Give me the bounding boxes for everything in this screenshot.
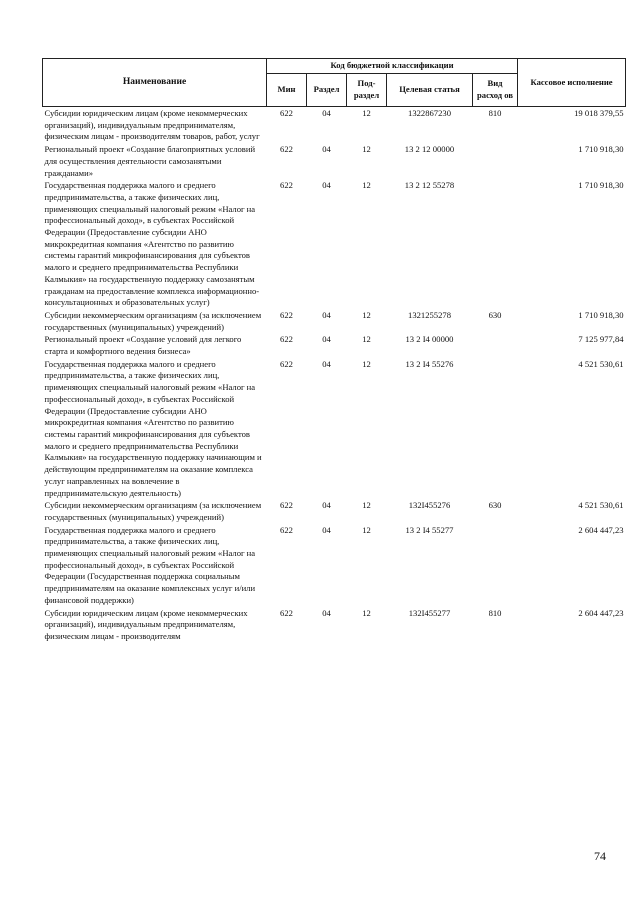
header-amount: Кассовое исполнение: [518, 59, 626, 107]
table-row: [43, 143, 626, 179]
header-vid: Вид расход ов: [473, 74, 518, 107]
header-target: Целевая статья: [387, 74, 473, 107]
row-razdel: 04: [322, 144, 331, 155]
table-row: [43, 499, 626, 523]
row-amount: 2 604 447,23: [578, 524, 624, 535]
row-target: 1321255278: [408, 309, 451, 320]
table-row: [43, 309, 626, 333]
row-name: Субсидии некоммерческим организациям (за исключением государственных (муниципальных) учреждений): [44, 500, 262, 522]
row-razdel: 04: [322, 358, 331, 369]
row-podrazdel: 12: [362, 500, 371, 511]
row-podrazdel: 12: [362, 358, 371, 369]
budget-table: [42, 58, 626, 643]
header-kbk-group: Код бюджетной классификации: [267, 59, 518, 74]
row-name: Государственная поддержка малого и среднего предпринимательства, а также физических лиц, применяющих специальный налоговый режим «Налог на профессиональный доход», в субъектах Российской Федерации (Предоставление субсидии АНО микрокредитная компания «Агентство по развитию системы гарантий микрофинансирования для субъектов малого и среднего предпринимательства Республики Калмыкия» на государственную поддержку самозанятым гражданам на предоставление комплекса информационно-консультационных и образовательных услуг): [44, 180, 260, 308]
row-amount: 1 710 918,30: [578, 180, 624, 191]
row-min: 622: [280, 607, 293, 618]
row-vid: 810: [488, 607, 502, 618]
row-target: 13 2 I4 00000: [405, 334, 454, 345]
row-razdel: 04: [322, 524, 331, 535]
table-header: [43, 59, 626, 107]
table-row: [43, 333, 626, 357]
row-razdel: 04: [322, 334, 331, 345]
row-razdel: 04: [322, 309, 331, 320]
row-podrazdel: 12: [362, 334, 371, 345]
row-vid: [473, 524, 518, 607]
row-vid: [473, 143, 518, 179]
row-vid: [473, 358, 518, 499]
row-vid: [473, 333, 518, 357]
row-min: 622: [280, 144, 293, 155]
row-podrazdel: 12: [362, 108, 371, 118]
row-target: 13 2 12 55278: [404, 180, 455, 191]
row-target: 132I455277: [408, 607, 451, 618]
budget-table-container: [42, 58, 625, 643]
row-min: 622: [280, 358, 293, 369]
row-name: Субсидии некоммерческим организациям (за исключением государственных (муниципальных) учреждений): [44, 309, 262, 332]
row-name: Государственная поддержка малого и среднего предпринимательства, а также физических лиц, применяющих специальный налоговый режим «Налог на профессиональный доход», в субъектах Российской Федерации (Предоставление субсидии АНО микрокредитная компания «Агентство по развитию системы гарантий микрофинансирования для субъектов малого и среднего предпринимательства Республики Калмыкия» на государственную поддержку начинающим и действующим предпринимателям на оказание комплекса услуг направленных на вовлечение в предпринимательскую деятельность): [44, 358, 262, 498]
row-target: 13 2 I4 55276: [405, 358, 454, 369]
row-razdel: 04: [322, 607, 331, 618]
row-name: Субсидии юридическим лицам (кроме некоммерческих организаций), индивидуальным предпринимателям, физическим лицам - производителям товаров, работ, услуг: [44, 108, 260, 142]
table-row: [43, 607, 626, 643]
header-podrazdel: Под-раздел: [347, 74, 387, 107]
table-row: [43, 107, 626, 144]
row-amount: 7 125 977,84: [578, 334, 624, 345]
table-row: [43, 179, 626, 309]
header-min: Мин: [267, 74, 307, 107]
row-name: Субсидии юридическим лицам (кроме некоммерческих организаций), индивидуальным предпринимателям, физическим лицам - производителям: [44, 607, 248, 641]
header-razdel: Раздел: [307, 74, 347, 107]
row-razdel: 04: [322, 180, 331, 191]
row-vid: 810: [488, 108, 502, 118]
row-target: 132I455276: [408, 500, 451, 511]
row-podrazdel: 12: [362, 524, 371, 535]
row-amount: 19 018 379,55: [574, 108, 624, 118]
row-name: Региональный проект «Создание условий для легкого старта и комфортного ведения бизнеса»: [44, 334, 242, 357]
row-razdel: 04: [322, 500, 331, 511]
row-podrazdel: 12: [362, 180, 371, 191]
row-vid: 630: [488, 500, 502, 511]
row-podrazdel: 12: [362, 144, 371, 155]
row-min: 622: [280, 180, 293, 191]
row-razdel: 04: [322, 108, 331, 118]
row-target: 1322867230: [408, 108, 451, 118]
table-row: [43, 358, 626, 499]
row-min: 622: [280, 309, 293, 320]
row-vid: 630: [488, 309, 502, 320]
header-name: Наименование: [43, 59, 267, 107]
table-row: [43, 524, 626, 607]
row-amount: 1 710 918,30: [578, 309, 624, 320]
table-body: [43, 107, 626, 643]
row-amount: 2 604 447,23: [578, 607, 624, 618]
row-amount: 1 710 918,30: [578, 144, 624, 155]
row-vid: [473, 179, 518, 309]
row-target: 13 2 12 00000: [404, 144, 455, 155]
row-name: Региональный проект «Создание благоприятных условий для осуществления деятельности самозанятыми гражданами»: [44, 144, 256, 178]
row-amount: 4 521 530,61: [578, 358, 624, 369]
row-amount: 4 521 530,61: [578, 500, 624, 511]
row-min: 622: [280, 524, 293, 535]
row-name: Государственная поддержка малого и среднего предпринимательства, а также физических лиц, применяющих специальный налоговый режим «Налог на профессиональный доход», в субъектах Российской Федерации (Государственная поддержка социальным предпринимателям на оказание комплексных услуг и/или финансовой поддержки): [44, 524, 256, 605]
row-target: 13 2 I4 55277: [405, 524, 454, 535]
row-min: 622: [280, 500, 293, 511]
page-number: 74: [594, 849, 606, 863]
row-min: 622: [280, 108, 293, 118]
row-podrazdel: 12: [362, 607, 371, 618]
row-podrazdel: 12: [362, 309, 371, 320]
row-min: 622: [280, 334, 293, 345]
